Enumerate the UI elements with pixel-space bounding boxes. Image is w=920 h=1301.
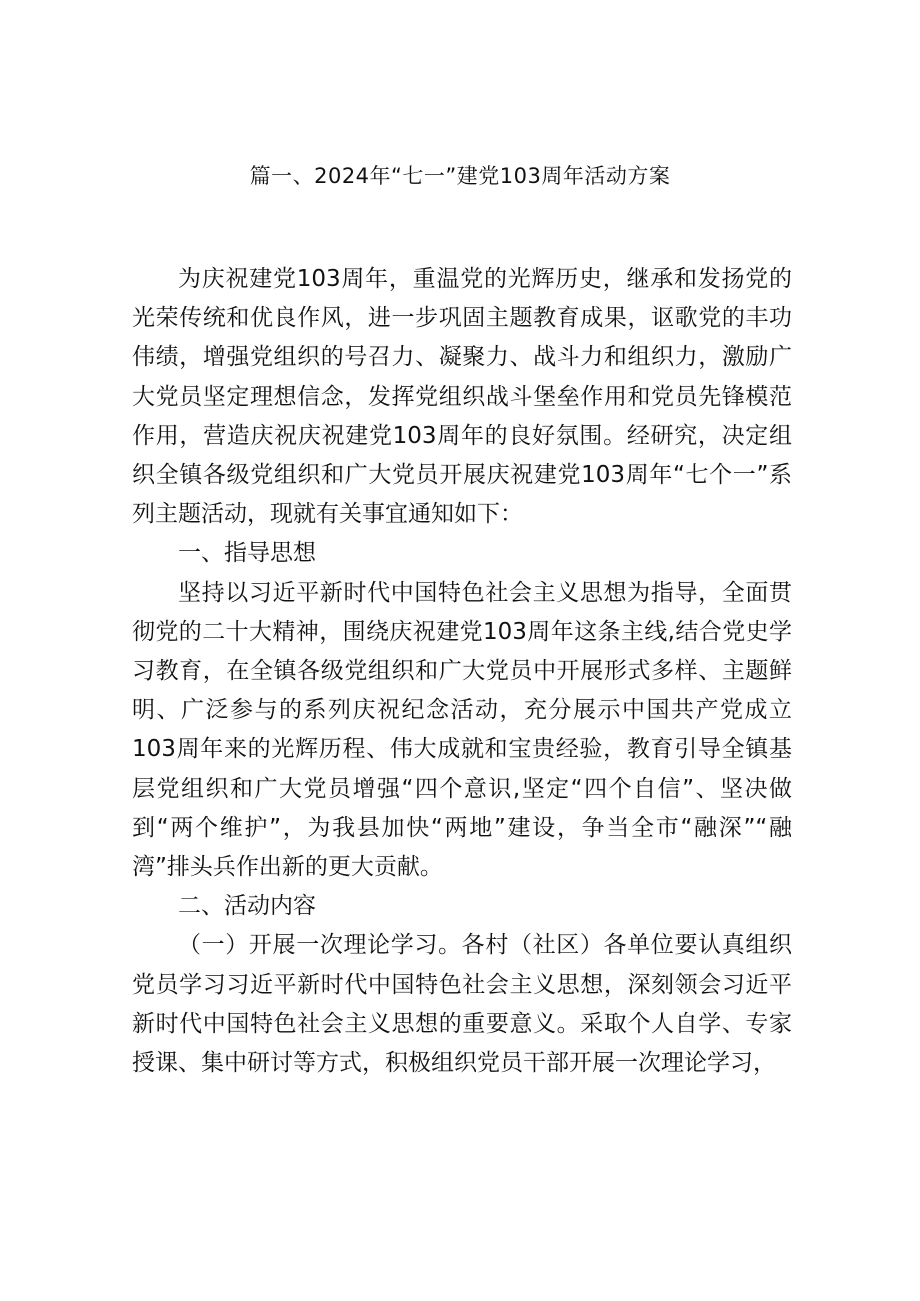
section-heading-guiding-ideology: 一、指导思想 (178, 540, 316, 567)
activity-item-theory-study: （一）开展一次理论学习。各村（社区）各单位要认真组织党员学习习近平新时代中国特色社会主义思想，深刻领会习近平新时代中国特色社会主义思想的重要意义。采取个人自学、专家授课、集中研讨等方式，积极组织党员干部开展一次理论学习， (132, 932, 792, 1077)
guiding-ideology-paragraph: 坚持以习近平新时代中国特色社会主义思想为指导，全面贯彻党的二十大精神，围绕庆祝建党103周年这条主线,结合党史学习教育，在全镇各级党组织和广大党员中开展形式多样、主题鲜明、广泛参与的系列庆祝纪念活动，充分展示中国共产党成立103周年来的光辉历程、伟大成就和宝贵经验，教育引导全镇基层党组织和广大党员增强“四个意识,坚定“四个自信”、坚决做到“两个维护”，为我县加快“两地”建设，争当全市“融深”“融湾”排头兵作出新的更大贡献。 (132, 579, 792, 881)
intro-paragraph: 为庆祝建党103周年，重温党的光辉历史，继承和发扬党的光荣传统和优良作风，进一步巩固主题教育成果，讴歌党的丰功伟绩，增强党组织的号召力、凝聚力、战斗力和组织力，激励广大党员坚定理想信念，发挥党组织战斗堡垒作用和党员先锋模范作用，营造庆祝庆祝建党103周年的良好氛围。经研究，决定组织全镇各级党组织和广大党员开展庆祝建党103周年“七个一”系列主题活动，现就有关事宜通知如下： (132, 266, 792, 528)
document-title: 篇一、2024年“七一”建党103周年活动方案 (249, 164, 671, 188)
section-heading-activity-content: 二、活动内容 (178, 893, 316, 920)
document-body (132, 260, 792, 1083)
